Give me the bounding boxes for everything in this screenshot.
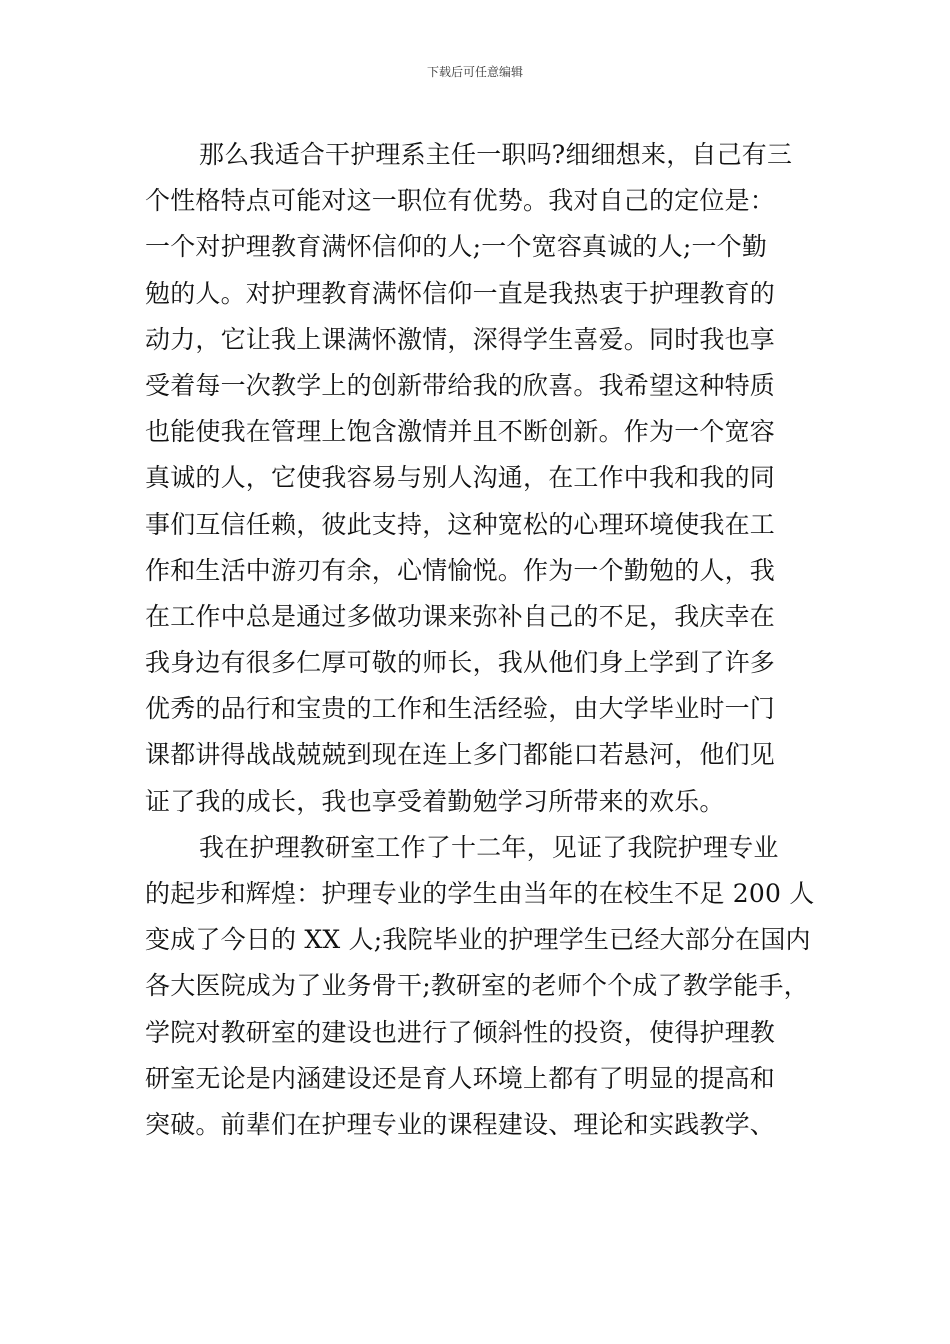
paragraph-2 [145, 825, 815, 1148]
text-line: 一个对护理教育满怀信仰的人;一个宽容真诚的人;一个勤 [145, 232, 768, 262]
text-line: 事们互信任赖，彼此支持，这种宽松的心理环境使我在工 [145, 509, 776, 539]
text-line: 我身边有很多仁厚可敬的师长，我从他们身上学到了许多 [145, 648, 776, 678]
text-line: 也能使我在管理上饱含激情并且不断创新。作为一个宽容 [145, 417, 776, 447]
text-line: 真诚的人，它使我容易与别人沟通，在工作中我和我的同 [145, 463, 776, 493]
paragraph-1 [145, 132, 815, 825]
text-line: 证了我的成长，我也享受着勤勉学习所带来的欢乐。 [145, 786, 725, 816]
text-line: 变成了今日的 XX 人;我院毕业的护理学生已经大部分在国内 [145, 925, 811, 955]
text-line: 优秀的品行和宝贵的工作和生活经验，由大学毕业时一门 [145, 694, 776, 724]
text-line: 我在护理教研室工作了十二年，见证了我院护理专业 [199, 832, 779, 862]
text-line: 受着每一次教学上的创新带给我的欣喜。我希望这种特质 [145, 370, 776, 400]
text-line: 学院对教研室的建设也进行了倾斜性的投资，使得护理教 [145, 1017, 776, 1047]
text-line: 作和生活中游刃有余，心情愉悦。作为一个勤勉的人，我 [145, 555, 776, 585]
text-line: 突破。前辈们在护理专业的课程建设、理论和实践教学、 [145, 1109, 776, 1139]
text-line: 各大医院成为了业务骨干;教研室的老师个个成了教学能手， [145, 971, 809, 1001]
text-line: 勉的人。对护理教育满怀信仰一直是我热衷于护理教育的 [145, 278, 776, 308]
text-line: 的起步和辉煌：护理专业的学生由当年的在校生不足 200 人 [145, 879, 815, 908]
text-line: 课都讲得战战兢兢到现在连上多门都能口若悬河，他们见 [145, 740, 776, 770]
text-line: 研室无论是内涵建设还是育人环境上都有了明显的提高和 [145, 1063, 776, 1093]
text-line: 那么我适合干护理系主任一职吗?细细想来，自己有三 [199, 140, 793, 169]
text-line: 个性格特点可能对这一职位有优势。我对自己的定位是： [145, 186, 776, 216]
document-body [145, 132, 815, 1148]
text-line: 动力，它让我上课满怀激情，深得学生喜爱。同时我也享 [145, 324, 776, 354]
text-line: 在工作中总是通过多做功课来弥补自己的不足，我庆幸在 [145, 601, 776, 631]
page-header: 下载后可任意编辑 [426, 65, 523, 79]
